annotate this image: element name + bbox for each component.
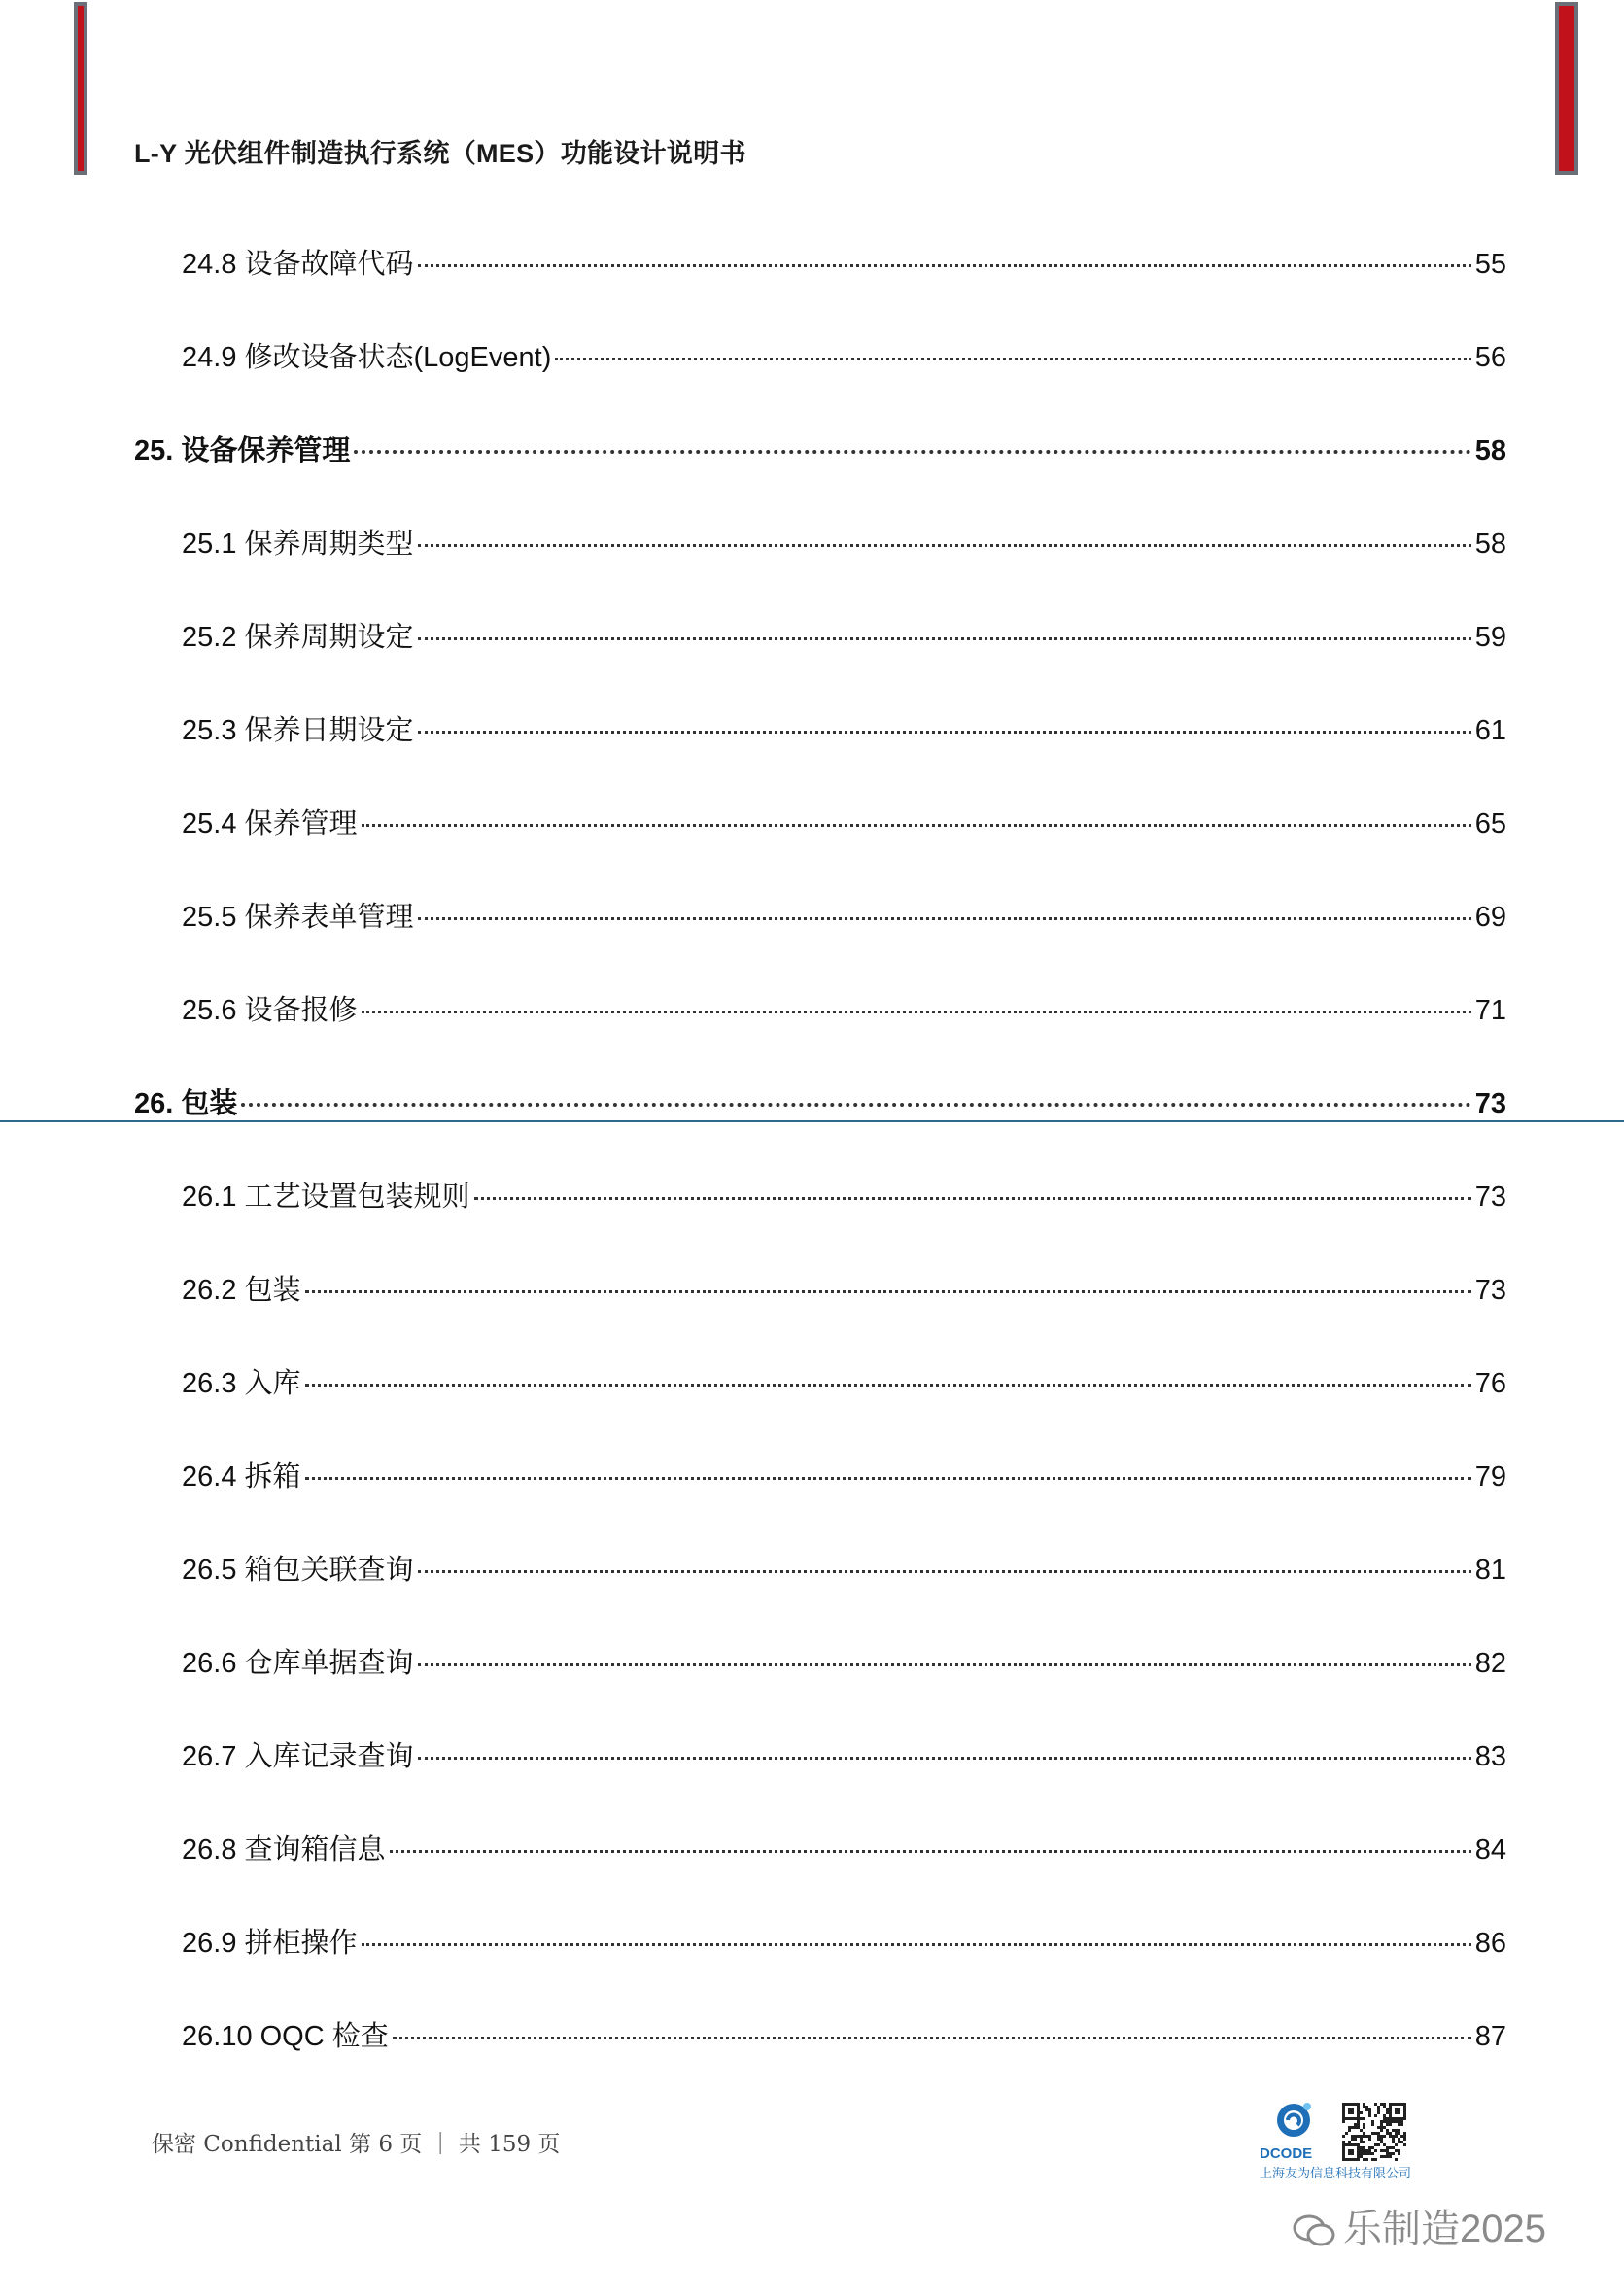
toc-label: 26.3 入库 (182, 1368, 301, 1399)
document-title: L-Y 光伏组件制造执行系统（MES）功能设计说明书 (134, 139, 746, 168)
toc-page-number: 83 (1474, 1741, 1506, 1772)
toc-label: 25. 设备保养管理 (134, 435, 351, 466)
toc-item[interactable] (182, 619, 1506, 656)
toc-label: 25.5 保养表单管理 (182, 902, 414, 933)
toc-leader (418, 1570, 1471, 1573)
toc-item[interactable] (182, 899, 1506, 936)
toc-leader (390, 1850, 1471, 1853)
toc-item[interactable] (182, 246, 1506, 283)
toc-leader (418, 917, 1471, 920)
toc-leader (418, 637, 1471, 640)
toc-label: 26.6 仓库单据查询 (182, 1648, 414, 1679)
toc-leader (241, 1103, 1470, 1107)
toc-page-number: 61 (1474, 715, 1506, 746)
qr-code-icon (1341, 2102, 1407, 2162)
toc-leader (555, 358, 1470, 360)
toc-page-number: 58 (1474, 435, 1506, 466)
toc-label: 26. 包装 (134, 1088, 238, 1119)
toc-label: 25.1 保养周期类型 (182, 529, 414, 560)
toc-item[interactable] (182, 1925, 1506, 1962)
logo-brand: DCODE (1260, 2145, 1313, 2162)
toc-label: 25.6 设备报修 (182, 995, 358, 1026)
toc-page-number: 86 (1474, 1928, 1506, 1959)
divider-line (0, 1120, 1624, 1122)
toc-page-number: 55 (1474, 249, 1506, 280)
toc-page-number: 79 (1474, 1461, 1506, 1492)
toc-item[interactable] (182, 1365, 1506, 1402)
toc-label: 25.3 保养日期设定 (182, 715, 414, 746)
toc-chapter[interactable] (134, 432, 1506, 469)
toc-chapter[interactable] (134, 1085, 1506, 1122)
left-red-bar (74, 2, 87, 175)
toc-item[interactable] (182, 1552, 1506, 1589)
toc-label: 26.4 拆箱 (182, 1461, 301, 1492)
toc-leader (305, 1290, 1471, 1293)
toc-leader (418, 264, 1471, 267)
toc-item[interactable] (182, 1645, 1506, 1682)
toc-label: 25.4 保养管理 (182, 808, 358, 840)
toc-item[interactable] (182, 1832, 1506, 1868)
toc-leader (418, 731, 1471, 734)
toc-item[interactable] (182, 1272, 1506, 1309)
toc-label: 26.7 入库记录查询 (182, 1741, 414, 1772)
toc-label: 25.2 保养周期设定 (182, 622, 414, 653)
toc-leader (393, 2037, 1471, 2039)
toc-page-number: 65 (1474, 808, 1506, 840)
toc-item[interactable] (182, 526, 1506, 563)
toc-page-number: 84 (1474, 1834, 1506, 1866)
toc-leader (362, 1011, 1471, 1013)
toc-label: 24.9 修改设备状态(LogEvent) (182, 342, 552, 373)
toc-page-number: 59 (1474, 622, 1506, 653)
toc-label: 26.10 OQC 检查 (182, 2021, 389, 2052)
wechat-icon (1293, 2214, 1335, 2247)
toc-item[interactable] (182, 339, 1506, 376)
watermark (1293, 2198, 1546, 2253)
toc-page-number: 73 (1474, 1088, 1506, 1119)
toc-item[interactable] (182, 1179, 1506, 1216)
toc-label: 26.8 查询箱信息 (182, 1834, 386, 1866)
toc-item[interactable] (182, 1738, 1506, 1775)
toc-item[interactable] (182, 805, 1506, 842)
toc-page-number: 82 (1474, 1648, 1506, 1679)
logo-company: 上海友为信息科技有限公司 (1260, 2166, 1412, 2180)
page-footer: 保密 Confidential 第 6 页 ｜ 共 159 页 (152, 2132, 561, 2157)
toc-page-number: 81 (1474, 1555, 1506, 1586)
toc-page-number: 87 (1474, 2021, 1506, 2052)
toc-item[interactable] (182, 1458, 1506, 1495)
toc-label: 26.5 箱包关联查询 (182, 1555, 414, 1586)
toc-label: 24.8 设备故障代码 (182, 249, 414, 280)
toc-page-number: 69 (1474, 902, 1506, 933)
toc-label: 26.1 工艺设置包装规则 (182, 1182, 470, 1213)
toc-item[interactable] (182, 712, 1506, 749)
toc-page-number: 76 (1474, 1368, 1506, 1399)
toc-page-number: 56 (1474, 342, 1506, 373)
watermark-text: 乐制造2025 (1343, 2208, 1546, 2250)
toc-page-number: 73 (1474, 1182, 1506, 1213)
toc-leader (305, 1477, 1471, 1480)
toc-leader (474, 1197, 1471, 1200)
toc-leader (418, 1757, 1471, 1760)
toc-leader (354, 450, 1470, 454)
toc-label: 26.9 拼柜操作 (182, 1928, 358, 1959)
toc-page-number: 71 (1474, 995, 1506, 1026)
toc-item[interactable] (182, 2018, 1506, 2055)
toc-leader (418, 544, 1471, 547)
toc-leader (362, 824, 1471, 827)
toc-page-number: 73 (1474, 1275, 1506, 1306)
toc-leader (305, 1384, 1471, 1387)
toc-item[interactable] (182, 992, 1506, 1029)
right-red-bar (1555, 2, 1578, 175)
toc-leader (362, 1943, 1471, 1946)
toc-label: 26.2 包装 (182, 1275, 301, 1306)
toc-page-number: 58 (1474, 529, 1506, 560)
toc-leader (418, 1663, 1471, 1666)
